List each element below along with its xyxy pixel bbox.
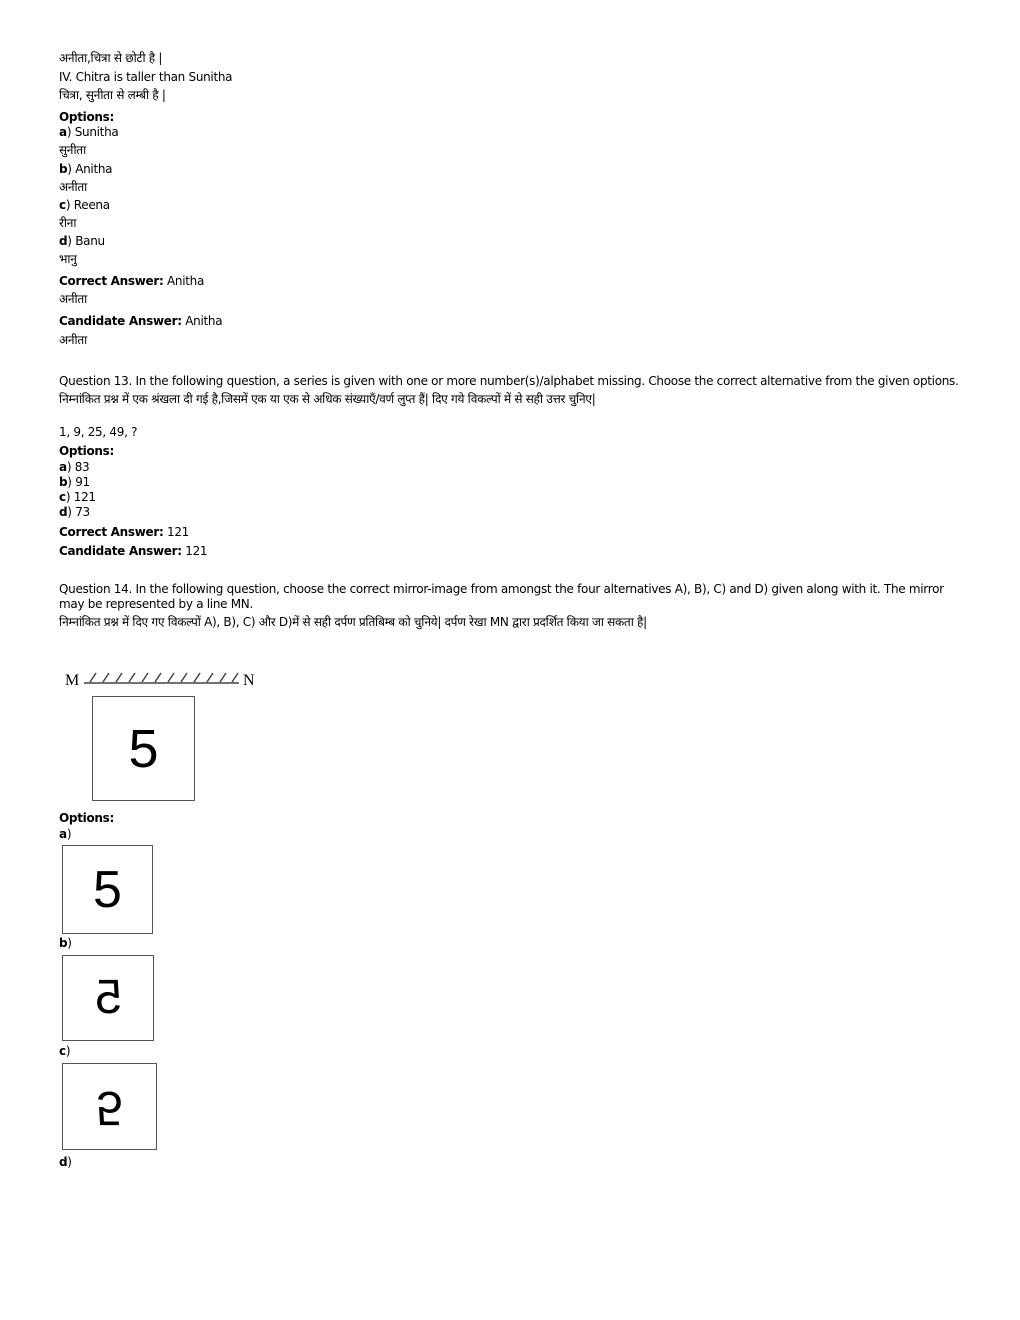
- q14-option-a-label: a): [59, 827, 72, 841]
- correct-answer-value: 121: [166, 525, 189, 539]
- option-text: Reena: [73, 198, 110, 212]
- question-figure-box: [92, 696, 195, 801]
- q12-statement-iii-hindi: अनीता,चित्रा से छोटी है |: [59, 51, 163, 65]
- option-letter: d: [59, 234, 68, 248]
- q12-option-b: b) Anitha: [59, 162, 113, 176]
- option-text: 91: [75, 475, 90, 489]
- q12-option-a: a) Sunitha: [59, 125, 119, 139]
- q14-options-label: Options:: [59, 811, 114, 825]
- option-text: Anitha: [75, 162, 113, 176]
- q14-option-b-label: b): [59, 936, 72, 950]
- option-text: Banu: [75, 234, 105, 248]
- q12-statement-iv-hindi: चित्रा, सुनीता से लम्बी है |: [59, 88, 166, 102]
- mirror-figure: [62, 668, 262, 803]
- q12-option-d: d) Banu: [59, 234, 105, 248]
- candidate-answer-label: Candidate Answer:: [59, 314, 182, 328]
- q14-option-a-figure: [62, 845, 153, 934]
- option-letter: b: [59, 936, 68, 950]
- q13-correct-answer: [59, 525, 189, 540]
- option-letter: b: [59, 475, 68, 489]
- q12-candidate-answer-hindi: अनीता: [59, 333, 87, 347]
- correct-answer-value: Anitha: [166, 274, 204, 288]
- q13-option-c: c) 121: [59, 490, 96, 504]
- q12-option-d-hindi: भानु: [59, 252, 77, 266]
- q14-option-b-figure: [62, 955, 154, 1041]
- option-text: 73: [75, 505, 90, 519]
- q12-option-c-hindi: रीना: [59, 216, 77, 230]
- correct-answer-label: Correct Answer:: [59, 274, 164, 288]
- q13-question-hindi: निम्नांकित प्रश्न में एक श्रंखला दी गई है,जिसमें एक या एक से अधिक संख्याएँ/वर्ण लुप्त हैं| दिए गये विकल्पों में से सही उत्तर चुनिए|: [59, 392, 596, 406]
- q13-option-b: b) 91: [59, 475, 90, 489]
- q12-correct-answer: [59, 274, 204, 289]
- correct-answer-label: Correct Answer:: [59, 525, 164, 539]
- option-letter: c: [59, 490, 66, 504]
- mirror-line-icon: [84, 670, 244, 686]
- q13-option-d: d) 73: [59, 505, 90, 519]
- q14-option-c-label: c): [59, 1044, 71, 1058]
- digit-five-flipped-vertical: 5: [96, 1080, 123, 1134]
- option-letter: d: [59, 1155, 68, 1169]
- q12-correct-answer-hindi: अनीता: [59, 292, 87, 306]
- q14-option-c-figure: [62, 1063, 157, 1150]
- q12-option-c: c) Reena: [59, 198, 110, 212]
- option-letter: c: [59, 198, 66, 212]
- q12-options-label: Options:: [59, 110, 114, 124]
- q13-question-english: Question 13. In the following question, a series is given with one or more number(s)/alphabet missing. Choose the correct alternative from the given options.: [59, 374, 959, 388]
- q12-statement-iv-english: IV. Chitra is taller than Sunitha: [59, 70, 233, 84]
- candidate-answer-value: 121: [185, 544, 208, 558]
- q13-options-label: Options:: [59, 444, 114, 458]
- digit-five: 5: [93, 860, 122, 919]
- q14-option-d-label: d): [59, 1155, 72, 1169]
- option-text: Sunitha: [74, 125, 119, 139]
- candidate-answer-label: Candidate Answer:: [59, 544, 182, 558]
- option-letter: d: [59, 505, 68, 519]
- mirror-label-n: N: [243, 672, 255, 689]
- q14-question-english: Question 14. In the following question, choose the correct mirror-image from amongst the four alternatives A), B), C) and D) given along with it. The mirror may be represented by a line MN.: [59, 582, 944, 611]
- option-text: 83: [74, 460, 90, 474]
- digit-five: 5: [128, 718, 159, 779]
- option-text: 121: [73, 490, 96, 504]
- mirror-label-m: M: [65, 672, 80, 689]
- q13-series: 1, 9, 25, 49, ?: [59, 425, 138, 439]
- option-letter: a: [59, 460, 67, 474]
- option-letter: b: [59, 162, 68, 176]
- digit-five-flipped-horizontal: 5: [94, 971, 122, 1024]
- q14-question-hindi: निम्नांकित प्रश्न में दिए गए विकल्पों A), B), C) और D)में से सही दर्पण प्रतिबिम्ब को चुनिये| दर्पण रेखा MN द्वारा प्रदर्शित किया जा सकता है|: [59, 615, 647, 629]
- q12-candidate-answer: [59, 314, 222, 329]
- candidate-answer-value: Anitha: [185, 314, 223, 328]
- q12-option-a-hindi: सुनीता: [59, 143, 86, 157]
- option-letter: a: [59, 827, 67, 841]
- option-letter: a: [59, 125, 67, 139]
- q12-option-b-hindi: अनीता: [59, 180, 87, 194]
- q13-candidate-answer: [59, 544, 207, 559]
- option-letter: c: [59, 1044, 66, 1058]
- q13-option-a: a) 83: [59, 460, 90, 474]
